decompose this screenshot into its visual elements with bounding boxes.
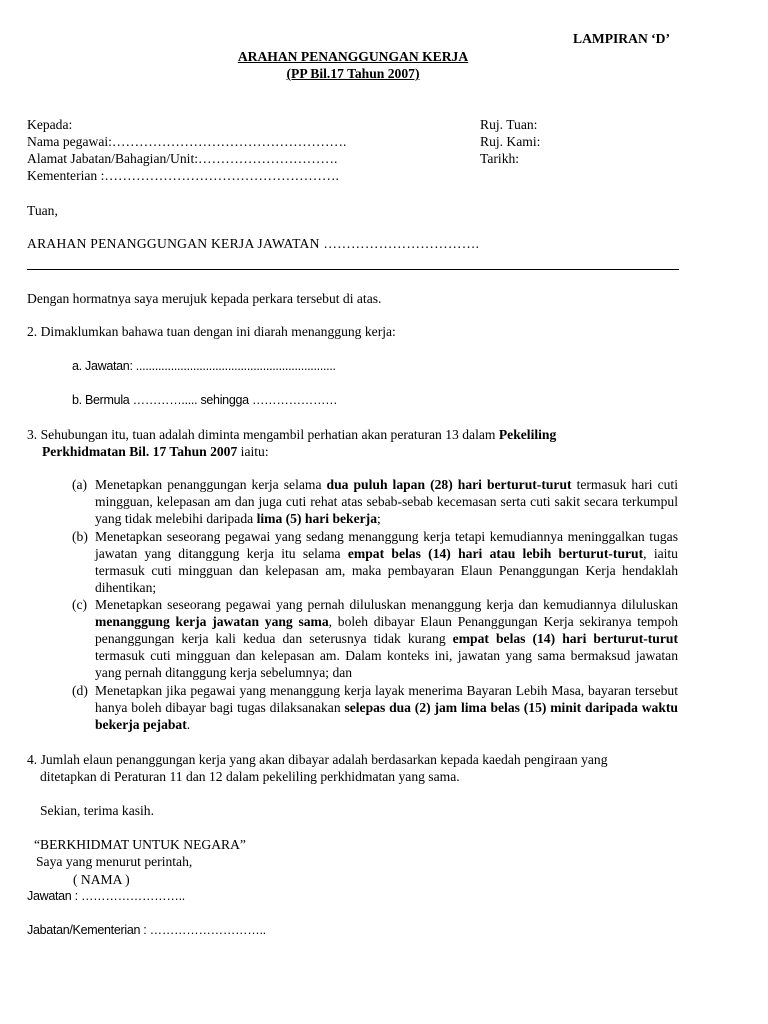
list-item-label: (d) — [72, 683, 88, 698]
list-item-text: Menetapkan seseorang pegawai yang pernah diluluskan menanggung kerja dan kemudiannya diluluskan menanggung kerja jawatan yang sama, boleh dibayar Elaun Penanggungan Kerja sekiranya tempoh penanggungan kerja kali kedua dan seterusnya tidak kurang empat belas (14) hari berturut-turut termasuk cuti mingguan dan kelepasan am. Dalam konteks ini, jawatan yang sama bermaksud jawatan yang pernah ditanggung kerja sebelumnya; dan — [95, 597, 678, 680]
paragraph-3-line-2: Perkhidmatan Bil. 17 Tahun 2007 iaitu: — [42, 444, 269, 459]
list-item-text: Menetapkan seseorang pegawai yang sedang menanggung kerja tetapi kemudiannya meninggalkan tugas jawatan yang ditanggung kerja itu selama empat belas (14) hari atau lebih berturut-turut, iaitu termasuk cuti mingguan dan kelepasan am, maka pembayaran Elaun Penanggungan Kerja hendaklah dihentikan; — [95, 529, 678, 595]
ruj-tuan-label: Ruj. Tuan: — [480, 117, 538, 132]
subject-line: ARAHAN PENANGGUNGAN KERJA JAWATAN ……………………………. — [27, 236, 480, 251]
list-item-label: (a) — [72, 477, 88, 492]
signatory-name: ( NAMA ) — [73, 872, 130, 887]
list-item-label: (c) — [72, 597, 88, 612]
tarikh-label: Tarikh: — [480, 151, 520, 166]
jabatan-signature-field: Jabatan/Kementerian : ……………………….. — [27, 923, 266, 937]
ruj-kami-label: Ruj. Kami: — [480, 134, 541, 149]
jawatan-field: a. Jawatan: ............................................................... — [72, 359, 336, 373]
salutation: Tuan, — [27, 203, 58, 218]
alamat-field: Alamat Jabatan/Bahagian/Unit:…………………………. — [27, 151, 338, 166]
motto: “BERKHIDMAT UNTUK NEGARA” — [34, 837, 246, 852]
kepada-label: Kepada: — [27, 117, 73, 132]
list-item-label: (b) — [72, 529, 88, 544]
list-item-text: Menetapkan jika pegawai yang menanggung kerja layak menerima Bayaran Lebih Masa, bayaran tersebut hanya boleh dibayar bagi tugas dilaksanakan selepas dua (2) jam lima belas (15) minit daripada waktu bekerja pejabat. — [95, 683, 678, 732]
bermula-field: b. Bermula …………..... sehingga ………………… — [72, 393, 338, 407]
paragraph-3-line-1: 3. Sehubungan itu, tuan adalah diminta mengambil perhatian akan peraturan 13 dalam Pekeliling — [27, 427, 557, 442]
jawatan-signature-field: Jawatan : …………………….. — [27, 889, 185, 903]
paragraph-2: 2. Dimaklumkan bahawa tuan dengan ini diarah menanggung kerja: — [27, 324, 396, 339]
nama-pegawai-field: Nama pegawai:……………………………………………. — [27, 134, 347, 149]
kementerian-field: Kementerian :……………………………………………. — [27, 168, 339, 183]
closing-line: Sekian, terima kasih. — [40, 803, 155, 818]
document-subtitle: (PP Bil.17 Tahun 2007) — [286, 66, 420, 81]
paragraph-4-line-1: 4. Jumlah elaun penanggungan kerja yang akan dibayar adalah berdasarkan kepada kaedah pengiraan yang — [27, 752, 608, 767]
lampiran-label: LAMPIRAN ‘D’ — [573, 31, 671, 46]
list-item-text: Menetapkan penanggungan kerja selama dua puluh lapan (28) hari berturut-turut termasuk hari cuti mingguan, kelepasan am dan juga cuti rehat atas sebab-sebab kecemasan serta cuti sakit secara terkumpul yang tidak melebihi daripada lima (5) hari bekerja; — [95, 477, 678, 526]
divider — [27, 269, 679, 270]
opening-paragraph: Dengan hormatnya saya merujuk kepada perkara tersebut di atas. — [27, 291, 382, 306]
paragraph-4-line-2: ditetapkan di Peraturan 11 dan 12 dalam pekeliling perkhidmatan yang sama. — [40, 769, 460, 784]
signoff-line: Saya yang menurut perintah, — [36, 854, 193, 869]
document-title: ARAHAN PENANGGUNGAN KERJA — [237, 49, 469, 64]
